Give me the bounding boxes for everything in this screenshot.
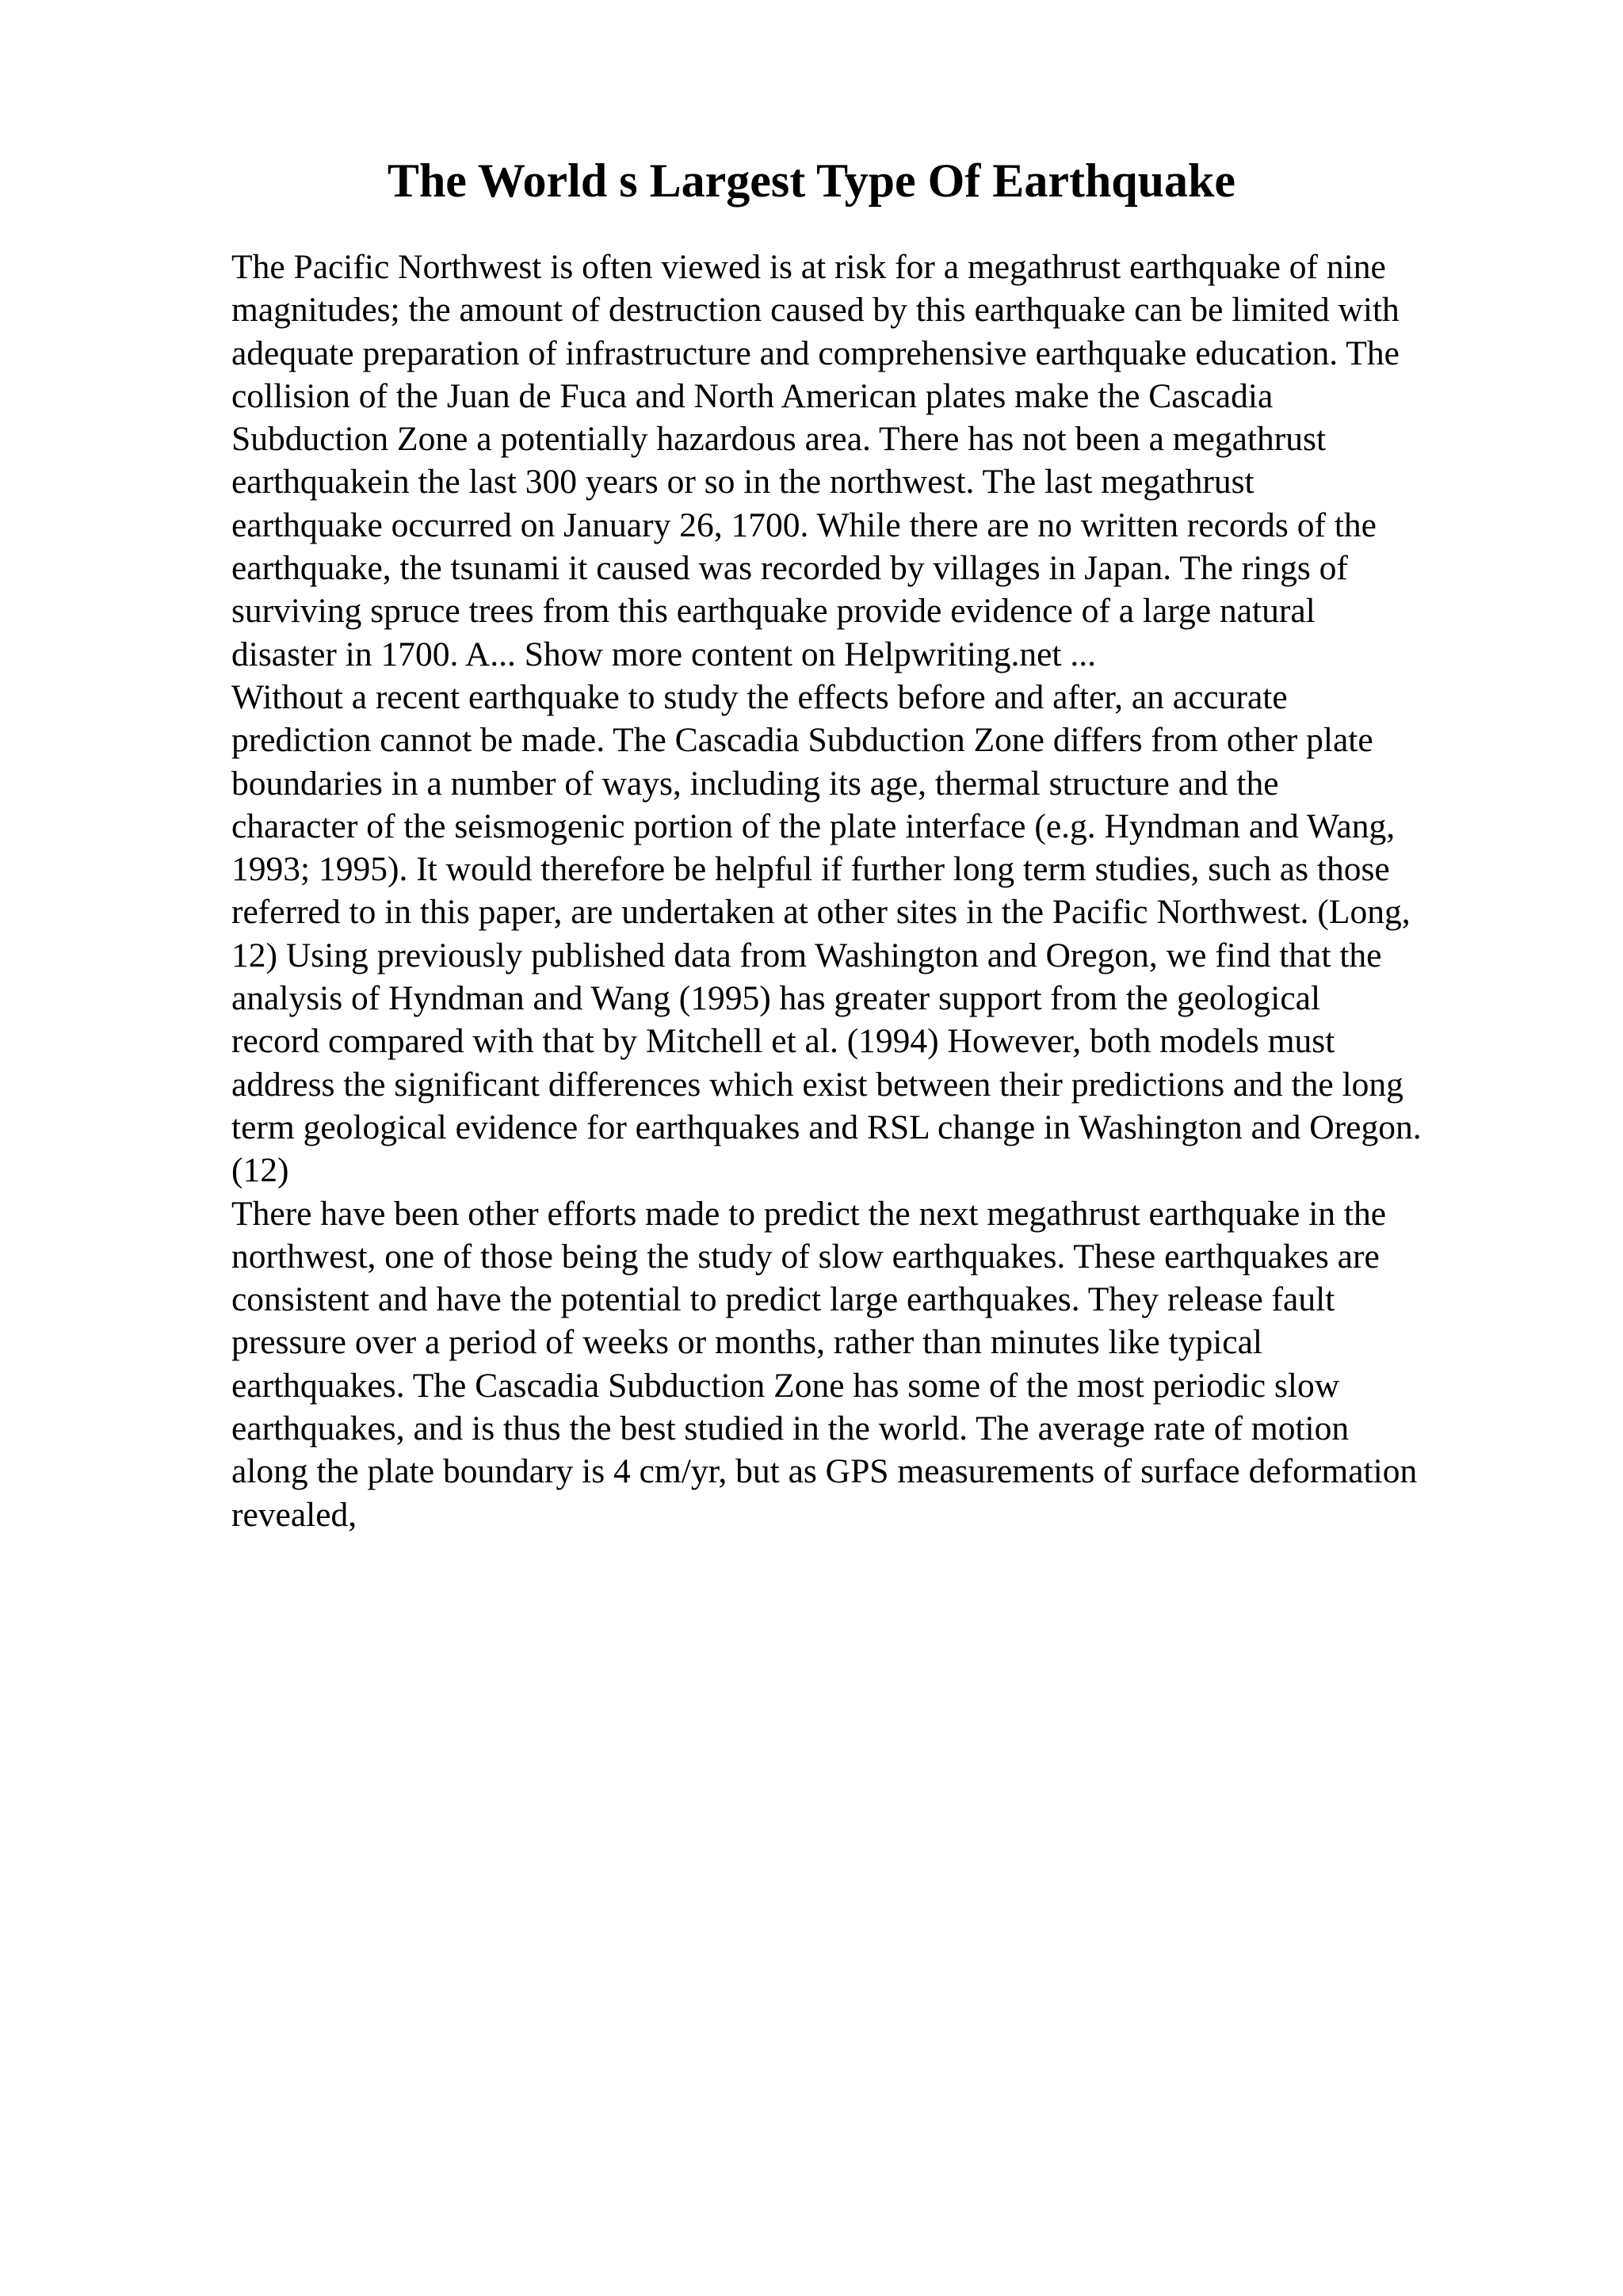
paragraph-line: consistent and have the potential to predict large earthquakes. They release fault <box>231 1280 1335 1319</box>
paragraph-line: revealed, <box>231 1495 357 1534</box>
document-title: The World s Largest Type Of Earthquake <box>387 154 1236 207</box>
document-body <box>231 246 1594 1536</box>
paragraph-line: Without a recent earthquake to study the effects before and after, an accurate <box>231 677 1288 716</box>
paragraph-line: There have been other efforts made to predict the next megathrust earthquake in the <box>231 1194 1387 1233</box>
paragraph-3 <box>231 1192 1594 1536</box>
paragraph-line: 1993; 1995). It would therefore be helpful if further long term studies, such as those <box>231 850 1390 889</box>
paragraph-line: The Pacific Northwest is often viewed is at risk for a megathrust earthquake of nine <box>231 248 1386 286</box>
paragraph-line: address the significant differences which exist between their predictions and the long <box>231 1065 1403 1104</box>
paragraph-line: surviving spruce trees from this earthquake provide evidence of a large natural <box>231 592 1316 631</box>
paragraph-line: prediction cannot be made. The Cascadia Subduction Zone differs from other plate <box>231 721 1373 760</box>
paragraph-line: 12) Using previously published data from Washington and Oregon, we find that the <box>231 936 1382 974</box>
paragraph-line: referred to in this paper, are undertaken at other sites in the Pacific Northwest. (Long, <box>231 893 1411 932</box>
paragraph-line: earthquake occurred on January 26, 1700. While there are no written records of the <box>231 505 1377 544</box>
paragraph-line: analysis of Hyndman and Wang (1995) has greater support from the geological <box>231 979 1321 1018</box>
paragraph-line: earthquakein the last 300 years or so in the northwest. The last megathrust <box>231 463 1254 502</box>
paragraph-line: collision of the Juan de Fuca and North American plates make the Cascadia <box>231 376 1274 415</box>
paragraph-line: record compared with that by Mitchell et al. (1994) However, both models must <box>231 1022 1335 1061</box>
paragraph-line: along the plate boundary is 4 cm/yr, but as GPS measurements of surface deformation <box>231 1452 1418 1491</box>
paragraph-line: earthquake, the tsunami it caused was recorded by villages in Japan. The rings of <box>231 549 1348 588</box>
paragraph-line: earthquakes, and is thus the best studied in the world. The average rate of motion <box>231 1409 1350 1448</box>
paragraph-line: character of the seismogenic portion of the plate interface (e.g. Hyndman and Wang, <box>231 807 1396 845</box>
paragraph-line: Subduction Zone a potentially hazardous area. There has not been a megathrust <box>231 420 1327 459</box>
paragraph-line: boundaries in a number of ways, including its age, thermal structure and the <box>231 764 1279 803</box>
paragraph-2 <box>231 676 1594 1192</box>
paragraph-line: disaster in 1700. A... Show more content on Helpwriting.net ... <box>231 635 1096 673</box>
paragraph-line: earthquakes. The Cascadia Subduction Zone has some of the most periodic slow <box>231 1366 1340 1405</box>
paragraph-line: pressure over a period of weeks or months, rather than minutes like typical <box>231 1323 1262 1362</box>
paragraph-line: term geological evidence for earthquakes and RSL change in Washington and Oregon. <box>231 1108 1422 1146</box>
paragraph-1 <box>231 246 1594 676</box>
paragraph-line: (12) <box>231 1151 289 1190</box>
paragraph-line: adequate preparation of infrastructure and comprehensive earthquake education. The <box>231 334 1400 372</box>
paragraph-line: northwest, one of those being the study of slow earthquakes. These earthquakes are <box>231 1237 1380 1276</box>
paragraph-line: magnitudes; the amount of destruction caused by this earthquake can be limited with <box>231 291 1400 330</box>
